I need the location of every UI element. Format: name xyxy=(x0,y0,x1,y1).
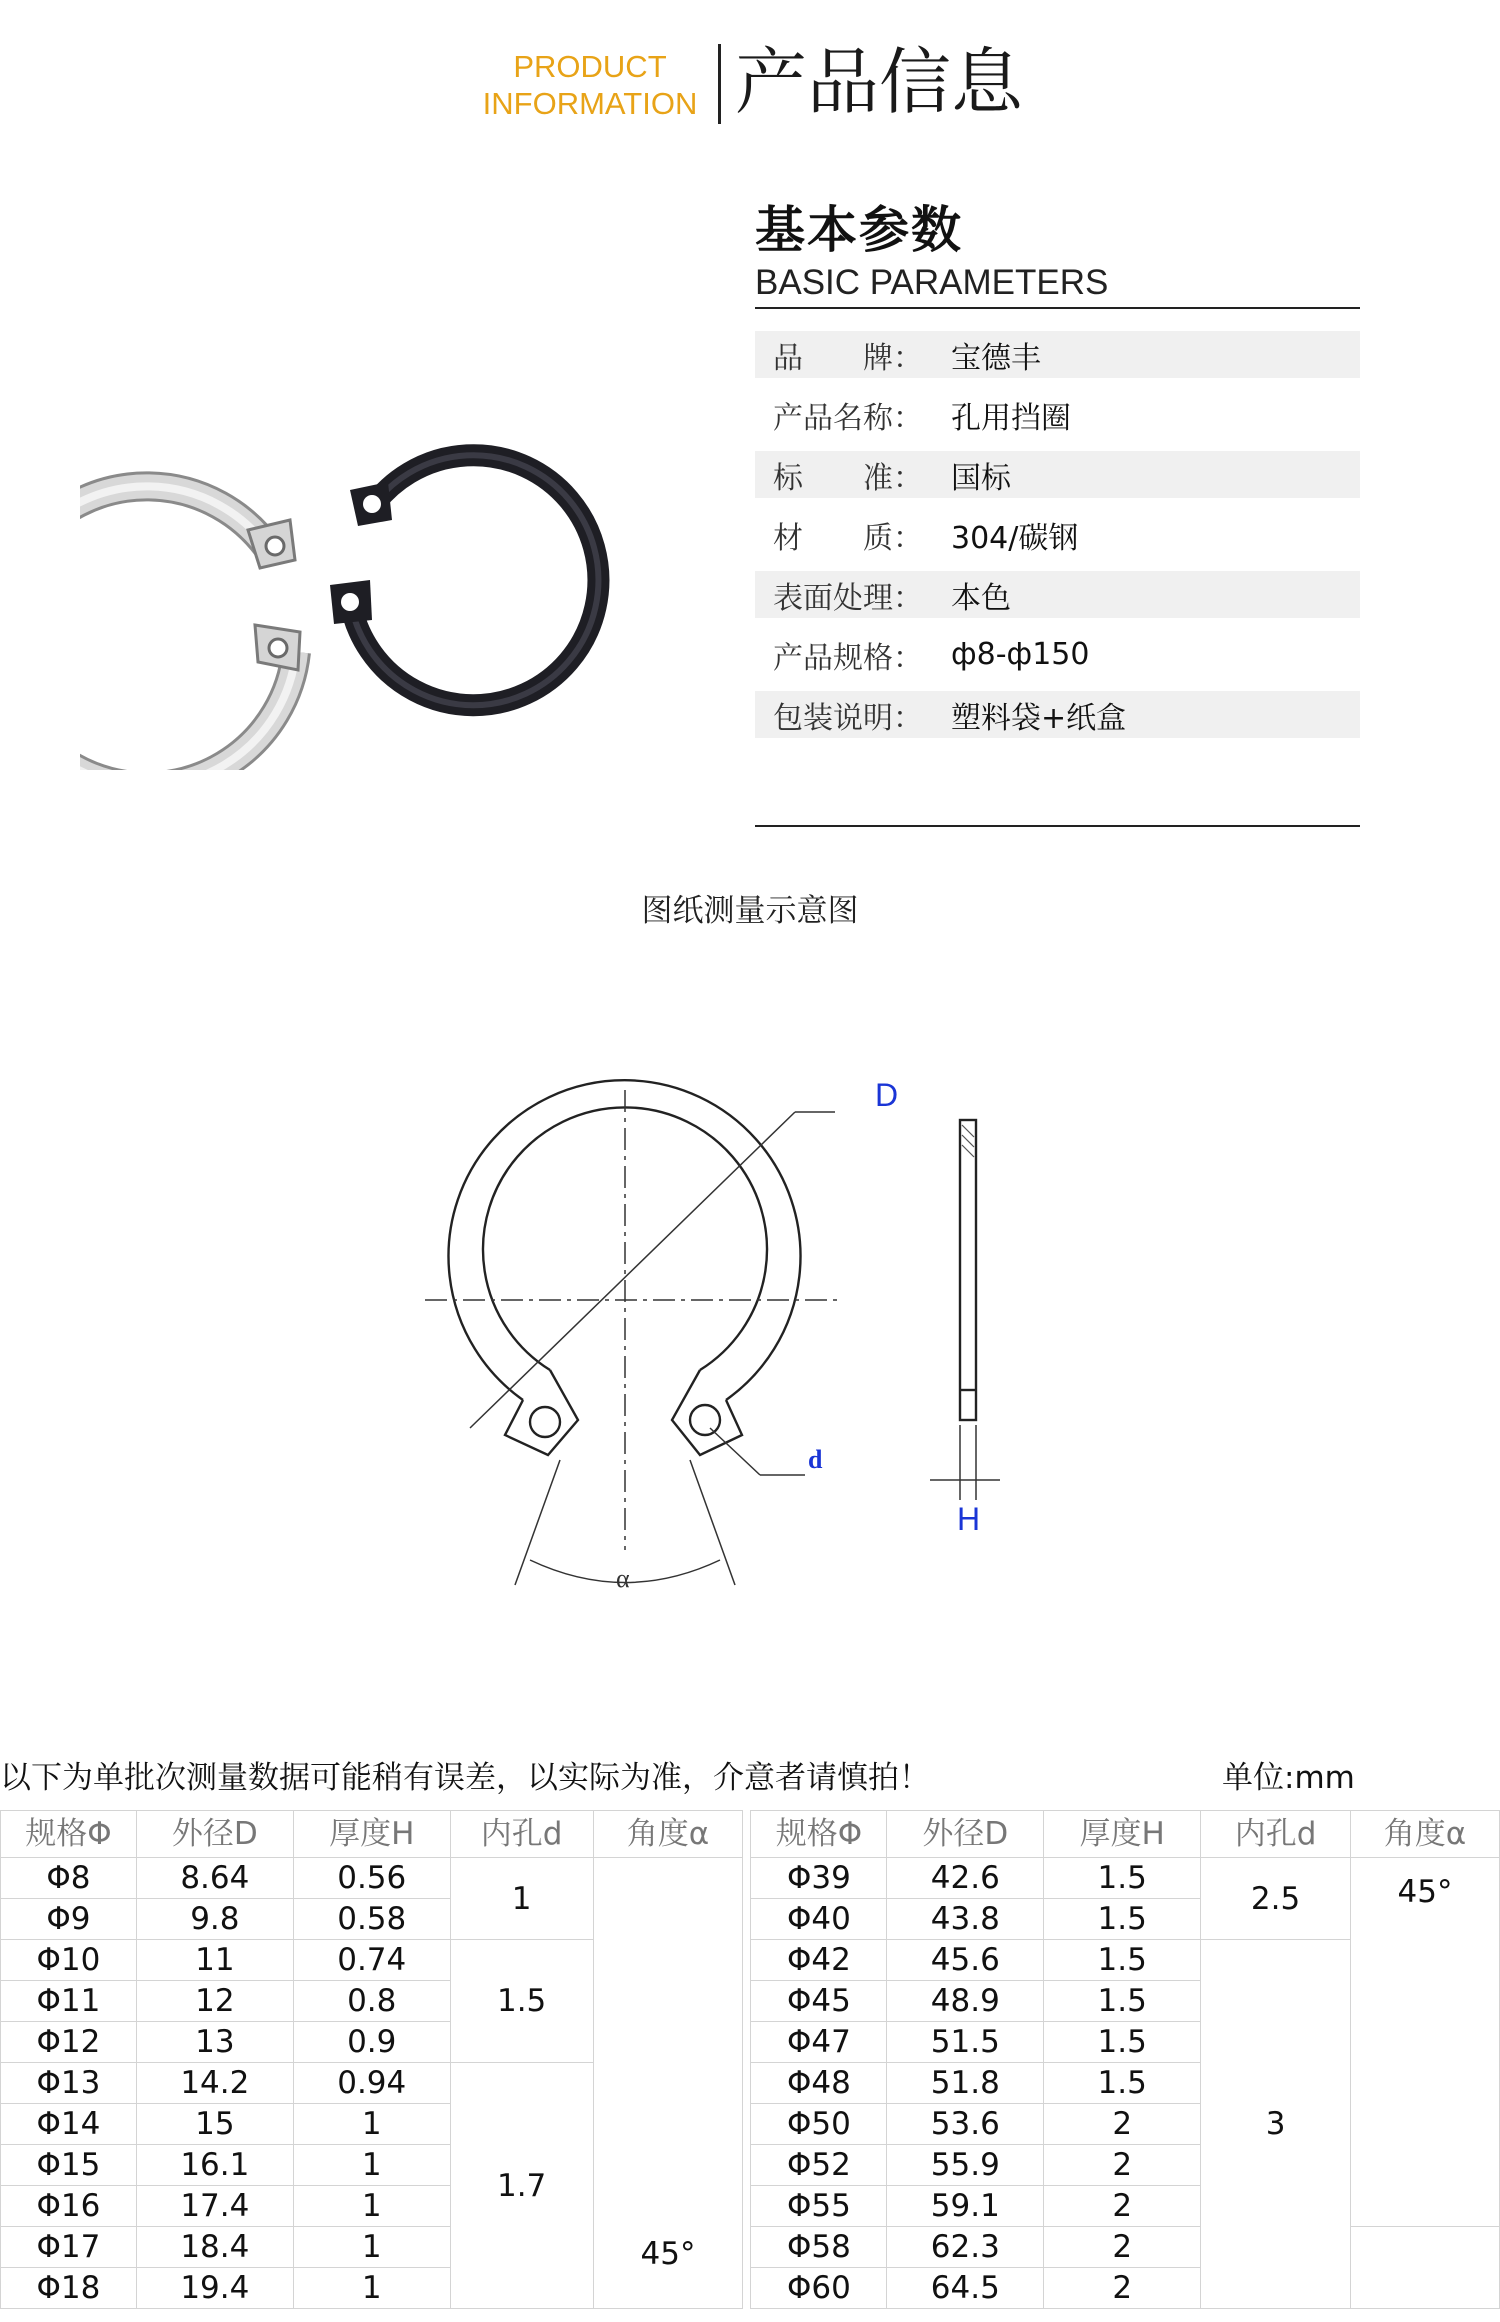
thickness-cell: 2 xyxy=(1044,2268,1201,2309)
table-row xyxy=(1,1940,1500,1981)
outer-diameter-cell: 16.1 xyxy=(136,2145,293,2186)
header-cell: 规格Φ xyxy=(1,1811,137,1858)
label-D: D xyxy=(875,1077,899,1113)
label-angle: α xyxy=(616,1564,630,1593)
thickness-cell: 0.56 xyxy=(293,1858,450,1899)
table-gap xyxy=(743,1858,751,1899)
outer-diameter-cell: 48.9 xyxy=(887,1981,1044,2022)
spec-cell: Φ39 xyxy=(751,1858,887,1899)
header-cell: 角度α xyxy=(593,1811,743,1858)
label-d: d xyxy=(808,1445,823,1474)
param-row-standard xyxy=(755,451,1360,498)
spec-table xyxy=(0,1810,1500,2309)
spec-cell: Φ10 xyxy=(1,1940,137,1981)
param-row-product-name xyxy=(755,391,1360,438)
spec-cell: Φ48 xyxy=(751,2063,887,2104)
table-gap xyxy=(743,1811,751,1858)
param-value: 304/碳钢 xyxy=(951,520,1079,556)
header-cell: 角度α xyxy=(1351,1811,1500,1858)
param-row-brand xyxy=(755,331,1360,378)
thickness-cell: 1.5 xyxy=(1044,1899,1201,1940)
hole-cell: 1.5 xyxy=(450,1940,593,2063)
spec-cell: Φ60 xyxy=(751,2268,887,2309)
param-label: 品 牌： xyxy=(773,340,923,376)
table-gap xyxy=(743,2186,751,2227)
hole-cell: 1 xyxy=(450,1858,593,1940)
thickness-cell: 0.9 xyxy=(293,2022,450,2063)
outer-diameter-cell: 18.4 xyxy=(136,2227,293,2268)
param-value: 宝德丰 xyxy=(951,340,1041,376)
param-value: ф8-ф150 xyxy=(951,637,1090,672)
hole-cell: 2.5 xyxy=(1201,1858,1351,1940)
table-gap xyxy=(743,2227,751,2268)
param-row-packaging xyxy=(755,691,1360,738)
thickness-cell: 1 xyxy=(293,2104,450,2145)
outer-diameter-cell: 43.8 xyxy=(887,1899,1044,1940)
thickness-cell: 0.8 xyxy=(293,1981,450,2022)
angle-cell xyxy=(1351,1858,1500,2227)
table-gap xyxy=(743,1940,751,1981)
hole-cell: 3 xyxy=(1201,1940,1351,2309)
param-value: 塑料袋+纸盒 xyxy=(951,700,1127,736)
header-english-title xyxy=(470,48,710,122)
outer-diameter-cell: 13 xyxy=(136,2022,293,2063)
black-ring-image xyxy=(330,455,598,705)
header-divider xyxy=(718,44,721,124)
thickness-cell: 1.5 xyxy=(1044,1940,1201,1981)
param-row-spec xyxy=(755,631,1360,678)
thickness-cell: 1 xyxy=(293,2186,450,2227)
outer-diameter-cell: 8.64 xyxy=(136,1858,293,1899)
parameters-title: 基本参数 xyxy=(755,201,963,259)
param-label: 表面处理： xyxy=(773,580,923,616)
spec-cell: Φ11 xyxy=(1,1981,137,2022)
outer-diameter-cell: 14.2 xyxy=(136,2063,293,2104)
param-label: 包装说明： xyxy=(773,700,923,736)
param-label: 产品名称： xyxy=(773,400,923,436)
basic-parameters-panel xyxy=(755,200,1360,751)
thickness-cell: 1.5 xyxy=(1044,2063,1201,2104)
outer-diameter-cell: 11 xyxy=(136,1940,293,1981)
thickness-cell: 0.94 xyxy=(293,2063,450,2104)
spec-cell: Φ45 xyxy=(751,1981,887,2022)
spec-cell: Φ17 xyxy=(1,2227,137,2268)
angle-cell xyxy=(593,1858,743,2309)
table-gap xyxy=(743,2022,751,2063)
outer-diameter-cell: 17.4 xyxy=(136,2186,293,2227)
technical-drawing xyxy=(410,1050,1050,1600)
spec-cell: Φ13 xyxy=(1,2063,137,2104)
outer-diameter-cell: 9.8 xyxy=(136,1899,293,1940)
outer-diameter-cell: 15 xyxy=(136,2104,293,2145)
parameters-subtitle: BASIC PARAMETERS xyxy=(755,263,1109,302)
param-value: 国标 xyxy=(951,460,1011,496)
label-H: H xyxy=(957,1501,981,1537)
spec-cell: Φ16 xyxy=(1,2186,137,2227)
table-row xyxy=(1,1858,1500,1899)
param-value: 本色 xyxy=(951,580,1011,616)
spec-cell: Φ47 xyxy=(751,2022,887,2063)
thickness-cell: 1.5 xyxy=(1044,1858,1201,1899)
thickness-cell: 1.5 xyxy=(1044,1981,1201,2022)
header-chinese-title: 产品信息 xyxy=(735,40,1024,124)
param-label: 标 准： xyxy=(773,460,923,496)
thickness-cell: 1 xyxy=(293,2268,450,2309)
parameters-divider xyxy=(755,307,1360,309)
outer-diameter-cell: 42.6 xyxy=(887,1858,1044,1899)
spec-cell: Φ18 xyxy=(1,2268,137,2309)
hole-cell: 1.7 xyxy=(450,2063,593,2309)
param-label: 产品规格： xyxy=(773,640,923,676)
outer-diameter-cell: 53.6 xyxy=(887,2104,1044,2145)
outer-diameter-cell: 51.8 xyxy=(887,2063,1044,2104)
spec-cell: Φ55 xyxy=(751,2186,887,2227)
header-cell: 厚度H xyxy=(293,1811,450,1858)
spec-cell: Φ15 xyxy=(1,2145,137,2186)
outer-diameter-cell: 55.9 xyxy=(887,2145,1044,2186)
header-cell: 外径D xyxy=(887,1811,1044,1858)
drawing-caption: 图纸测量示意图 xyxy=(641,893,859,929)
spec-cell: Φ8 xyxy=(1,1858,137,1899)
spec-cell: Φ9 xyxy=(1,1899,137,1940)
thickness-cell: 1.5 xyxy=(1044,2022,1201,2063)
thickness-cell: 2 xyxy=(1044,2145,1201,2186)
param-row-material xyxy=(755,511,1360,558)
parameters-list xyxy=(755,331,1360,738)
thickness-cell: 0.58 xyxy=(293,1899,450,1940)
spec-cell: Φ42 xyxy=(751,1940,887,1981)
table-gap xyxy=(743,1899,751,1940)
thickness-cell: 0.74 xyxy=(293,1940,450,1981)
header-en-line2: INFORMATION xyxy=(482,86,698,121)
angle-cell-continued xyxy=(1351,2227,1500,2309)
measurement-note: 以下为单批次测量数据可能稍有误差，以实际为准，介意者请慎拍！ xyxy=(0,1760,930,1796)
thickness-cell: 2 xyxy=(1044,2186,1201,2227)
table-gap xyxy=(743,2063,751,2104)
outer-diameter-cell: 59.1 xyxy=(887,2186,1044,2227)
table-gap xyxy=(743,2268,751,2309)
table-gap xyxy=(743,2145,751,2186)
param-label: 材 质： xyxy=(773,520,923,556)
header-cell: 厚度H xyxy=(1044,1811,1201,1858)
angle-value: 45° xyxy=(640,2236,696,2272)
table-gap xyxy=(743,1981,751,2022)
unit-label: 单位:mm xyxy=(1222,1760,1355,1796)
spec-cell: Φ50 xyxy=(751,2104,887,2145)
silver-ring-image xyxy=(80,486,300,770)
header-cell: 内孔d xyxy=(1201,1811,1351,1858)
parameters-bottom-divider xyxy=(755,825,1360,827)
angle-value: 45° xyxy=(1397,1874,1453,1910)
section-header xyxy=(0,40,1500,130)
param-value: 孔用挡圈 xyxy=(951,400,1071,436)
spec-cell: Φ14 xyxy=(1,2104,137,2145)
header-cell: 外径D xyxy=(136,1811,293,1858)
spec-cell: Φ52 xyxy=(751,2145,887,2186)
thickness-cell: 1 xyxy=(293,2145,450,2186)
header-cell: 内孔d xyxy=(450,1811,593,1858)
outer-diameter-cell: 12 xyxy=(136,1981,293,2022)
table-gap xyxy=(743,2104,751,2145)
spec-cell: Φ12 xyxy=(1,2022,137,2063)
thickness-cell: 2 xyxy=(1044,2227,1201,2268)
param-row-surface xyxy=(755,571,1360,618)
spec-cell: Φ40 xyxy=(751,1899,887,1940)
thickness-cell: 2 xyxy=(1044,2104,1201,2145)
header-cell: 规格Φ xyxy=(751,1811,887,1858)
outer-diameter-cell: 45.6 xyxy=(887,1940,1044,1981)
outer-diameter-cell: 19.4 xyxy=(136,2268,293,2309)
table-header-row xyxy=(1,1811,1500,1858)
thickness-cell: 1 xyxy=(293,2227,450,2268)
outer-diameter-cell: 62.3 xyxy=(887,2227,1044,2268)
outer-diameter-cell: 64.5 xyxy=(887,2268,1044,2309)
spec-cell: Φ58 xyxy=(751,2227,887,2268)
outer-diameter-cell: 51.5 xyxy=(887,2022,1044,2063)
header-en-line1: PRODUCT xyxy=(513,49,667,84)
product-photo xyxy=(80,370,660,770)
